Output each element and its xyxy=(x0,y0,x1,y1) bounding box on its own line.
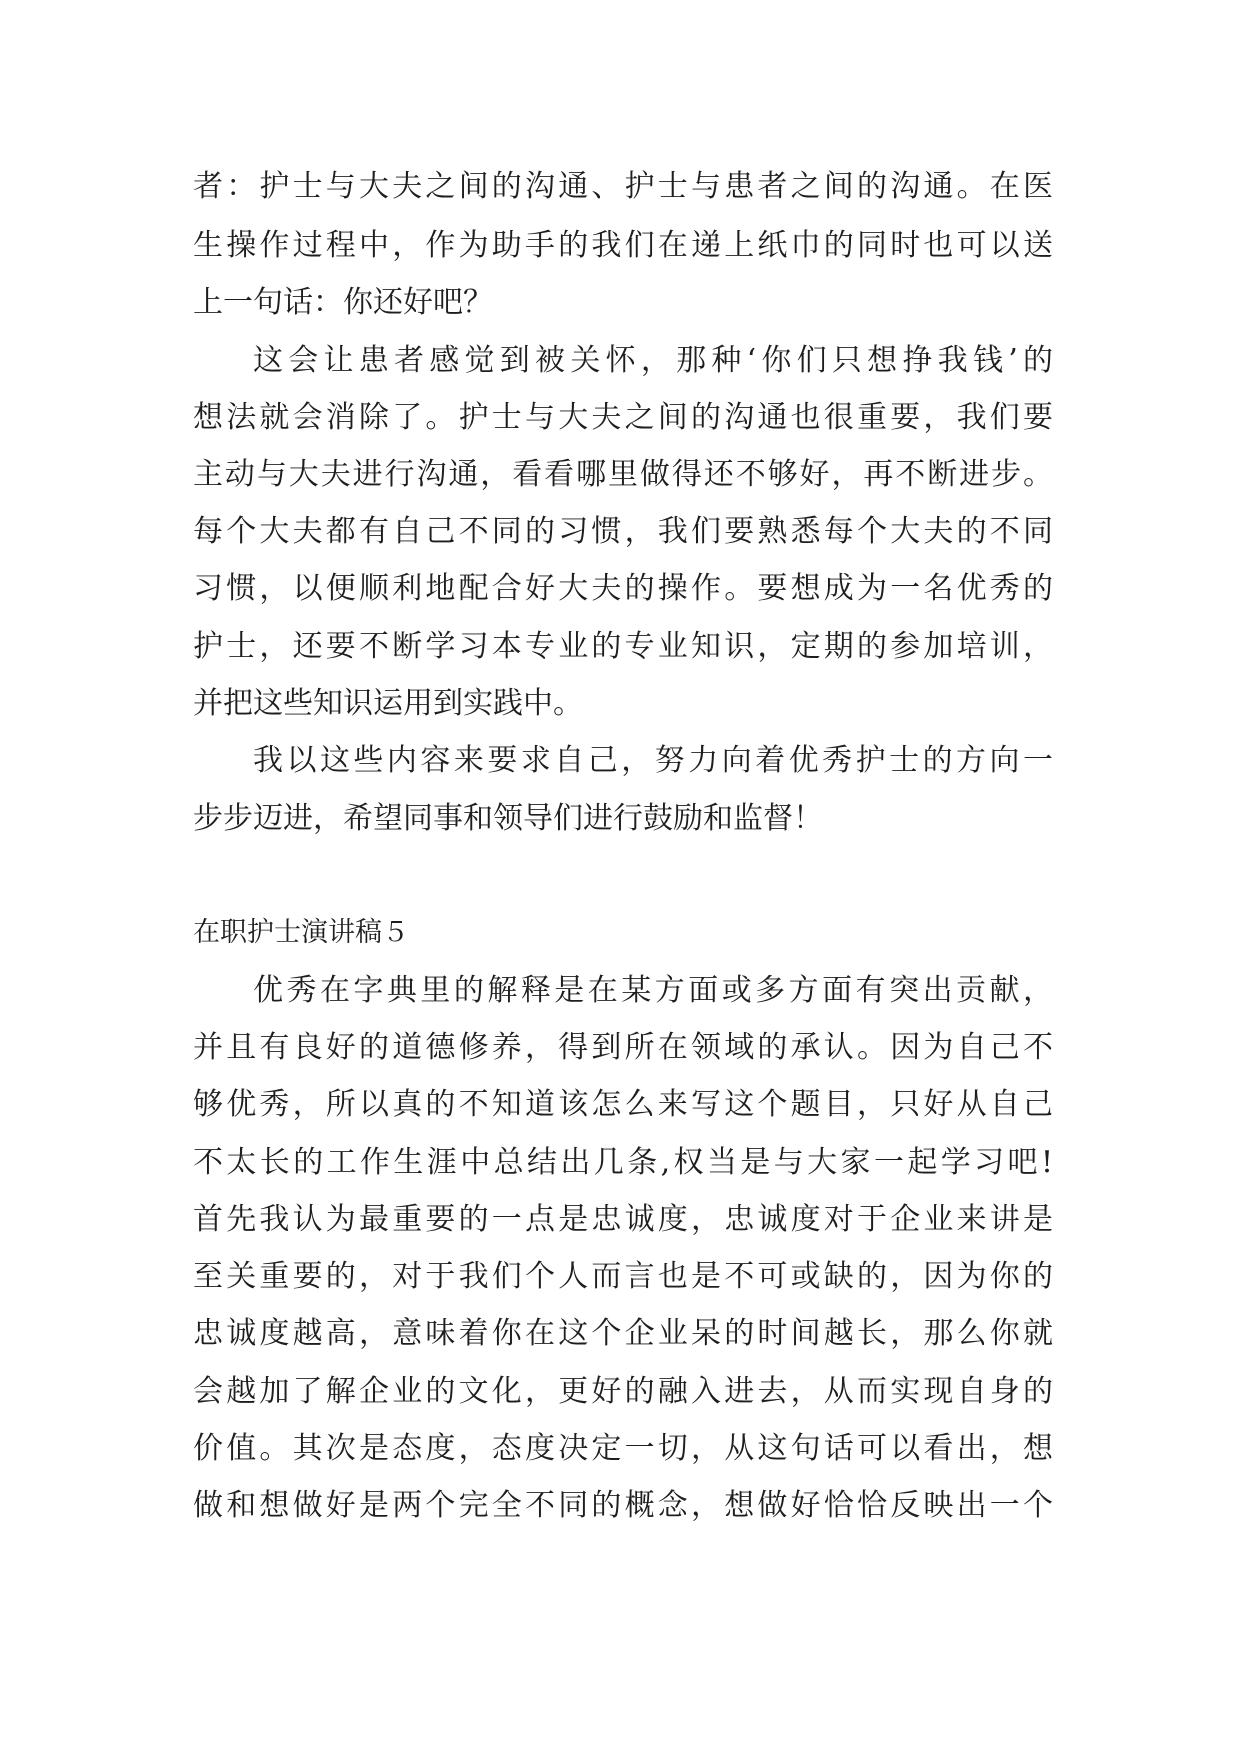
text-line: 忠诚度越高，意味着你在这个企业呆的时间越长，那么你就 xyxy=(193,1316,1053,1351)
text-line: 并且有良好的道德修养，得到所在领域的承认。因为自己不 xyxy=(193,1030,1053,1065)
text-line: 护士，还要不断学习本专业的专业知识，定期的参加培训， xyxy=(193,629,1053,664)
text-line: 做和想做好是两个完全不同的概念，想做好恰恰反映出一个 xyxy=(193,1488,1053,1523)
text-line: 者：护士与大夫之间的沟通、护士与患者之间的沟通。在医 xyxy=(193,169,1053,204)
text-line: 不太长的工作生涯中总结出几条,权当是与大家一起学习吧! xyxy=(193,1145,1053,1180)
text-line: 主动与大夫进行沟通，看看哪里做得还不够好，再不断进步。 xyxy=(193,457,1053,492)
text-line: 生操作过程中，作为助手的我们在递上纸巾的同时也可以送 xyxy=(193,228,1053,263)
section-heading: 在职护士演讲稿５ xyxy=(193,917,409,948)
text-line: 我以这些内容来要求自己，努力向着优秀护士的方向一 xyxy=(253,743,1053,778)
text-line: 首先我认为最重要的一点是忠诚度，忠诚度对于企业来讲是 xyxy=(193,1202,1053,1237)
text-line: 够优秀，所以真的不知道该怎么来写这个题目，只好从自己 xyxy=(193,1087,1053,1122)
text-line: 价值。其次是态度，态度决定一切，从这句话可以看出，想 xyxy=(193,1431,1053,1466)
text-line: 习惯，以便顺利地配合好大夫的操作。要想成为一名优秀的 xyxy=(193,571,1053,606)
text-line: 这会让患者感觉到被关怀，那种‘你们只想挣我钱’的 xyxy=(253,343,1053,378)
text-line: 上一句话：你还好吧？ xyxy=(193,285,493,320)
text-line: 至关重要的，对于我们个人而言也是不可或缺的，因为你的 xyxy=(193,1259,1053,1294)
text-line: 会越加了解企业的文化，更好的融入进去，从而实现自身的 xyxy=(193,1374,1053,1409)
text-line: 步步迈进，希望同事和领导们进行鼓励和监督！ xyxy=(193,801,823,836)
text-line: 优秀在字典里的解释是在某方面或多方面有突出贡献， xyxy=(253,973,1053,1008)
text-line: 想法就会消除了。护士与大夫之间的沟通也很重要，我们要 xyxy=(193,400,1053,435)
text-line: 每个大夫都有自己不同的习惯，我们要熟悉每个大夫的不同 xyxy=(193,514,1053,549)
text-line: 并把这些知识运用到实践中。 xyxy=(193,686,583,721)
